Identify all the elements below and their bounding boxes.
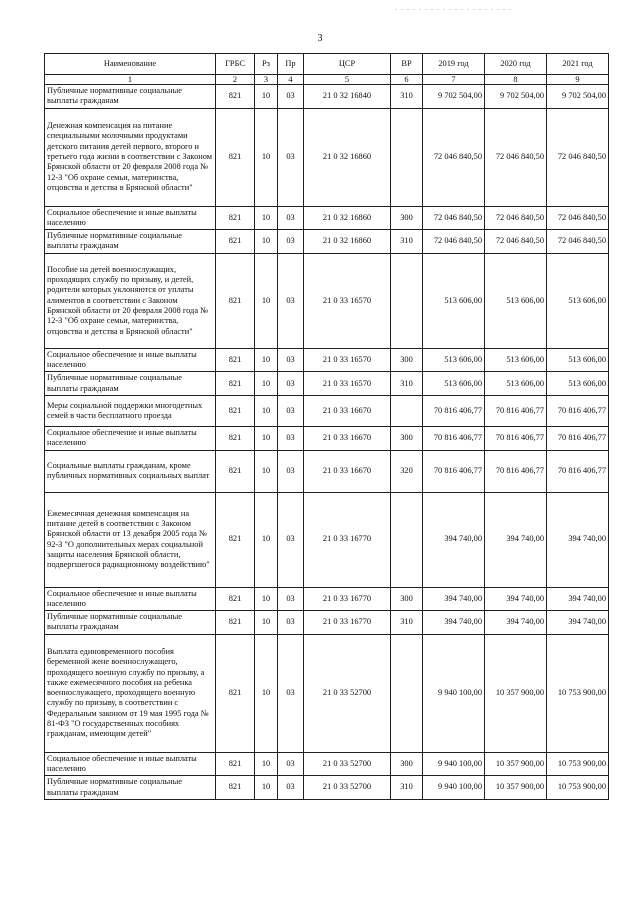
header-cell-2019: 2019 год	[423, 54, 485, 75]
row-rz-cell: 10	[255, 426, 278, 450]
row-csr-cell: 21 0 33 52700	[304, 752, 391, 776]
row-2019-cell: 70 816 406,77	[423, 426, 485, 450]
row-2019-cell: 9 940 100,00	[423, 752, 485, 776]
row-2021-cell: 513 606,00	[547, 253, 609, 348]
row-pr-cell: 03	[278, 611, 304, 635]
row-vr-cell: 320	[391, 450, 423, 492]
row-2021-cell: 513 606,00	[547, 372, 609, 396]
row-2021-cell: 394 740,00	[547, 587, 609, 611]
column-number: 5	[304, 75, 391, 85]
row-rz-cell: 10	[255, 611, 278, 635]
row-2020-cell: 10 357 900,00	[485, 752, 547, 776]
column-number: 7	[423, 75, 485, 85]
row-grbs-cell: 821	[216, 230, 255, 254]
row-2021-cell: 72 046 840,50	[547, 206, 609, 230]
row-2019-cell: 9 940 100,00	[423, 634, 485, 752]
table-header-row	[45, 54, 609, 75]
row-2020-cell: 394 740,00	[485, 492, 547, 587]
row-rz-cell: 10	[255, 492, 278, 587]
row-name-cell: Социальное обеспечение и иные выплаты населению	[45, 206, 216, 230]
row-2020-cell: 9 702 504,00	[485, 85, 547, 109]
row-grbs-cell: 821	[216, 492, 255, 587]
row-rz-cell: 10	[255, 230, 278, 254]
row-name-cell: Денежная компенсация на питание специальными молочными продуктами детского питания детей первого, второго и третьего года жизни в соответствии с Законом Брянской области от 20 февраля 2008 года № 12-З "Об охране семьи, материнства, отцовства и детства в Брянской области"	[45, 108, 216, 206]
table-row	[45, 85, 609, 109]
row-grbs-cell: 821	[216, 587, 255, 611]
table-row	[45, 206, 609, 230]
row-grbs-cell: 821	[216, 450, 255, 492]
row-2021-cell: 70 816 406,77	[547, 426, 609, 450]
row-vr-cell	[391, 253, 423, 348]
row-2019-cell: 513 606,00	[423, 253, 485, 348]
header-cell-2021: 2021 год	[547, 54, 609, 75]
row-2019-cell: 72 046 840,50	[423, 206, 485, 230]
row-2021-cell: 70 816 406,77	[547, 395, 609, 426]
table-row	[45, 634, 609, 752]
table-row	[45, 426, 609, 450]
table-row	[45, 450, 609, 492]
table-row	[45, 752, 609, 776]
row-vr-cell	[391, 634, 423, 752]
row-vr-cell: 300	[391, 587, 423, 611]
header-cell-rz: Рз	[255, 54, 278, 75]
row-rz-cell: 10	[255, 348, 278, 372]
row-2021-cell: 70 816 406,77	[547, 450, 609, 492]
row-name-cell: Меры социальной поддержки многодетных семей в части бесплатного проезда	[45, 395, 216, 426]
row-name-cell: Публичные нормативные социальные выплаты гражданам	[45, 611, 216, 635]
row-csr-cell: 21 0 33 16570	[304, 253, 391, 348]
column-number-row	[45, 75, 609, 85]
row-2020-cell: 394 740,00	[485, 611, 547, 635]
column-number: 2	[216, 75, 255, 85]
row-vr-cell	[391, 395, 423, 426]
row-vr-cell: 300	[391, 426, 423, 450]
row-grbs-cell: 821	[216, 348, 255, 372]
row-csr-cell: 21 0 33 16770	[304, 587, 391, 611]
row-2020-cell: 513 606,00	[485, 372, 547, 396]
table-body	[45, 85, 609, 800]
row-pr-cell: 03	[278, 230, 304, 254]
row-2019-cell: 394 740,00	[423, 492, 485, 587]
table-row	[45, 372, 609, 396]
row-pr-cell: 03	[278, 395, 304, 426]
row-csr-cell: 21 0 33 52700	[304, 776, 391, 800]
row-pr-cell: 03	[278, 108, 304, 206]
row-pr-cell: 03	[278, 492, 304, 587]
row-vr-cell: 300	[391, 752, 423, 776]
row-2020-cell: 72 046 840,50	[485, 206, 547, 230]
row-csr-cell: 21 0 33 52700	[304, 634, 391, 752]
row-vr-cell: 300	[391, 206, 423, 230]
row-2021-cell: 10 753 900,00	[547, 752, 609, 776]
table-row	[45, 108, 609, 206]
row-name-cell: Публичные нормативные социальные выплаты гражданам	[45, 85, 216, 109]
column-number: 4	[278, 75, 304, 85]
row-2020-cell: 72 046 840,50	[485, 230, 547, 254]
column-number: 3	[255, 75, 278, 85]
row-csr-cell: 21 0 32 16860	[304, 230, 391, 254]
row-name-cell: Выплата единовременного пособия беременной жене военнослужащего, проходящего военную службу по призыву, а также ежемесячного пособия на ребенка военнослужащего, проходящего военную службу по призыву, в соответствии с Федеральным законом от 19 мая 1995 года № 81-ФЗ "О государственных пособиях гражданам, имеющим детей"	[45, 634, 216, 752]
row-csr-cell: 21 0 32 16860	[304, 108, 391, 206]
row-2019-cell: 9 702 504,00	[423, 85, 485, 109]
row-2021-cell: 72 046 840,50	[547, 108, 609, 206]
row-pr-cell: 03	[278, 206, 304, 230]
row-rz-cell: 10	[255, 206, 278, 230]
row-vr-cell: 310	[391, 611, 423, 635]
column-number: 9	[547, 75, 609, 85]
table-row	[45, 587, 609, 611]
row-csr-cell: 21 0 32 16840	[304, 85, 391, 109]
row-name-cell: Пособие на детей военнослужащих, проходящих службу по призыву, и детей, родители которых уклоняются от уплаты алиментов в соответствии с Законом Брянской области от 20 февраля 2008 года № 12-З "Об охране семьи, материнства, отцовства и детства в Брянской области"	[45, 253, 216, 348]
table-row	[45, 395, 609, 426]
row-2020-cell: 513 606,00	[485, 253, 547, 348]
row-2019-cell: 9 940 100,00	[423, 776, 485, 800]
row-2021-cell: 10 753 900,00	[547, 634, 609, 752]
row-name-cell: Социальное обеспечение и иные выплаты населению	[45, 348, 216, 372]
row-rz-cell: 10	[255, 108, 278, 206]
row-2021-cell: 72 046 840,50	[547, 230, 609, 254]
row-grbs-cell: 821	[216, 395, 255, 426]
row-grbs-cell: 821	[216, 776, 255, 800]
row-rz-cell: 10	[255, 776, 278, 800]
row-2019-cell: 394 740,00	[423, 587, 485, 611]
row-2021-cell: 10 753 900,00	[547, 776, 609, 800]
row-name-cell: Публичные нормативные социальные выплаты гражданам	[45, 230, 216, 254]
row-csr-cell: 21 0 33 16770	[304, 611, 391, 635]
row-csr-cell: 21 0 33 16570	[304, 348, 391, 372]
budget-table	[44, 53, 609, 800]
row-name-cell: Социальные выплаты гражданам, кроме публичных нормативных социальных выплат	[45, 450, 216, 492]
row-2021-cell: 394 740,00	[547, 492, 609, 587]
header-cell-2020: 2020 год	[485, 54, 547, 75]
row-2020-cell: 10 357 900,00	[485, 634, 547, 752]
row-pr-cell: 03	[278, 372, 304, 396]
row-csr-cell: 21 0 33 16670	[304, 426, 391, 450]
row-grbs-cell: 821	[216, 426, 255, 450]
row-2021-cell: 9 702 504,00	[547, 85, 609, 109]
row-csr-cell: 21 0 33 16670	[304, 395, 391, 426]
row-2019-cell: 72 046 840,50	[423, 230, 485, 254]
column-number: 8	[485, 75, 547, 85]
header-cell-csr: ЦСР	[304, 54, 391, 75]
row-2019-cell: 72 046 840,50	[423, 108, 485, 206]
row-grbs-cell: 821	[216, 108, 255, 206]
row-grbs-cell: 821	[216, 634, 255, 752]
header-mark: . . . . . . . . . . . . . . . . . . . .	[395, 3, 512, 12]
row-rz-cell: 10	[255, 450, 278, 492]
table-row	[45, 611, 609, 635]
row-vr-cell: 310	[391, 776, 423, 800]
row-name-cell: Публичные нормативные социальные выплаты гражданам	[45, 372, 216, 396]
row-2019-cell: 394 740,00	[423, 611, 485, 635]
row-csr-cell: 21 0 33 16670	[304, 450, 391, 492]
row-rz-cell: 10	[255, 395, 278, 426]
row-name-cell: Социальное обеспечение и иные выплаты населению	[45, 752, 216, 776]
row-vr-cell: 310	[391, 372, 423, 396]
row-name-cell: Социальное обеспечение и иные выплаты населению	[45, 426, 216, 450]
row-2021-cell: 394 740,00	[547, 611, 609, 635]
row-2021-cell: 513 606,00	[547, 348, 609, 372]
row-grbs-cell: 821	[216, 372, 255, 396]
table-row	[45, 492, 609, 587]
row-name-cell: Публичные нормативные социальные выплаты гражданам	[45, 776, 216, 800]
row-2020-cell: 70 816 406,77	[485, 395, 547, 426]
row-vr-cell: 300	[391, 348, 423, 372]
row-name-cell: Социальное обеспечение и иные выплаты населению	[45, 587, 216, 611]
row-grbs-cell: 821	[216, 85, 255, 109]
row-pr-cell: 03	[278, 776, 304, 800]
table-row	[45, 776, 609, 800]
row-pr-cell: 03	[278, 426, 304, 450]
row-2020-cell: 513 606,00	[485, 348, 547, 372]
row-vr-cell	[391, 108, 423, 206]
row-2020-cell: 72 046 840,50	[485, 108, 547, 206]
header-cell-grbs: ГРБС	[216, 54, 255, 75]
page-number: 3	[317, 33, 323, 44]
row-pr-cell: 03	[278, 85, 304, 109]
row-csr-cell: 21 0 32 16860	[304, 206, 391, 230]
row-rz-cell: 10	[255, 587, 278, 611]
row-rz-cell: 10	[255, 752, 278, 776]
row-pr-cell: 03	[278, 587, 304, 611]
column-number: 6	[391, 75, 423, 85]
row-grbs-cell: 821	[216, 611, 255, 635]
header-cell-pr: Пр	[278, 54, 304, 75]
row-grbs-cell: 821	[216, 253, 255, 348]
table-row	[45, 230, 609, 254]
row-2020-cell: 70 816 406,77	[485, 426, 547, 450]
column-number: 1	[45, 75, 216, 85]
row-pr-cell: 03	[278, 752, 304, 776]
header-cell-name: Наименование	[45, 54, 216, 75]
row-2020-cell: 10 357 900,00	[485, 776, 547, 800]
row-vr-cell: 310	[391, 230, 423, 254]
row-rz-cell: 10	[255, 634, 278, 752]
header-cell-vr: ВР	[391, 54, 423, 75]
row-rz-cell: 10	[255, 253, 278, 348]
row-2020-cell: 394 740,00	[485, 587, 547, 611]
row-vr-cell	[391, 492, 423, 587]
row-2019-cell: 70 816 406,77	[423, 450, 485, 492]
row-2019-cell: 513 606,00	[423, 348, 485, 372]
row-csr-cell: 21 0 33 16770	[304, 492, 391, 587]
row-pr-cell: 03	[278, 450, 304, 492]
table-row	[45, 348, 609, 372]
row-pr-cell: 03	[278, 348, 304, 372]
row-csr-cell: 21 0 33 16570	[304, 372, 391, 396]
row-pr-cell: 03	[278, 634, 304, 752]
row-grbs-cell: 821	[216, 752, 255, 776]
row-pr-cell: 03	[278, 253, 304, 348]
row-grbs-cell: 821	[216, 206, 255, 230]
row-2020-cell: 70 816 406,77	[485, 450, 547, 492]
row-2019-cell: 513 606,00	[423, 372, 485, 396]
row-name-cell: Ежемесячная денежная компенсация на питание детей в соответствии с Законом Брянской области от 13 декабря 2005 года № 92-З "О дополнительных мерах социальной защиты населения Брянской области, подвергшегося радиационному воздействию"	[45, 492, 216, 587]
table-row	[45, 253, 609, 348]
row-vr-cell: 310	[391, 85, 423, 109]
row-rz-cell: 10	[255, 85, 278, 109]
row-rz-cell: 10	[255, 372, 278, 396]
row-2019-cell: 70 816 406,77	[423, 395, 485, 426]
